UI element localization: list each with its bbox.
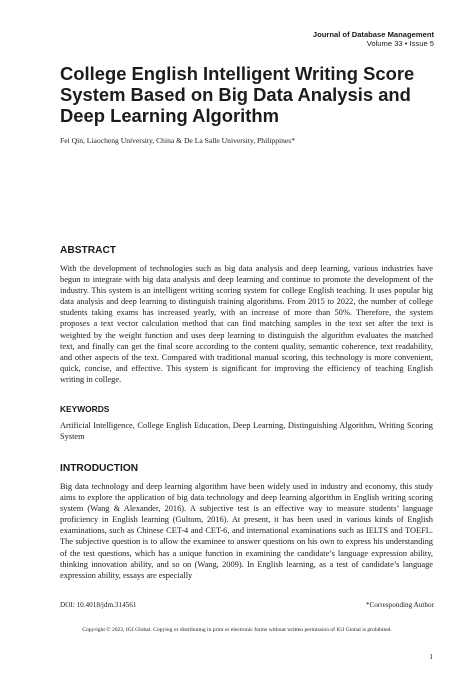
introduction-text: Big data technology and deep learning algorithm have been widely used in industry and economy, this study aims to explore the application of big data technology and deep learning algorithm in English writing scoring system (Wang & Alexander, 2016). A subjective test is an effective way to measure students’ language proficiency in English learning (Gultom, 2016). At present, it has been used in various kinds of English examinations, such as Chinese CET-4 and CET-6, and international examinations such as IELTS and TOEFL. The subjective question is to allow the examinee to answer questions on his own to express his understanding of the test questions, which has a unique function in examining the candidate’s language expression ability, thinking innovation ability, and so on (Wang, 2009). In English learning, as a test of candidate’s language expression ability, essays are especially xyxy=(60,482,433,580)
introduction-heading: INTRODUCTION xyxy=(60,463,139,474)
paper-title: College English Intelligent Writing Score System Based on Big Data Analysis and Deep Learning Algorithm xyxy=(60,63,415,126)
doi: DOI: 10.4018/jdm.314561 xyxy=(60,601,137,609)
page-number: 1 xyxy=(429,652,433,661)
volume-issue: Volume 33 • Issue 5 xyxy=(366,39,434,49)
copyright-notice: Copyright © 2022, IGI Global. Copying or distributing in print or electronic forms without written permission of IGI Global is prohibited. xyxy=(82,627,392,633)
journal-header xyxy=(313,30,434,49)
corresponding-author-note: *Corresponding Author xyxy=(365,601,434,609)
author-affiliations: Fei Qin, Liaocheng University, China & De La Salle University, Philippines* xyxy=(60,136,296,145)
abstract-text: With the development of technologies such as big data analysis and deep learning, various industries have begun to integrate with big data analysis and deep learning and continue to promote the development of the industry. This system is an intelligent writing scoring system for college English teaching. It uses popular big data analysis and deep learning to distinguish training algorithms. From 2015 to 2022, the number of college students taking exams has increased yearly, with an increase of more than 50%. Therefore, the system proposes a text vector calculation method that can find matching samples in the text set after the text is weighted by the weight function and uses deep learning to distinguish the algorithm evaluates the matched text, and finally can get the final score according to the content quality, semantic coherence, text readability, and other aspects of the text. Compared with traditional manual scoring, this technology is more convenient, quick, concise, and effective. This system is significant for improving the efficiency of teaching English writing in college. xyxy=(60,264,433,384)
abstract-heading: ABSTRACT xyxy=(60,245,117,256)
keywords-heading: KEYWORDS xyxy=(60,404,110,414)
keywords-text: Artificial Intelligence, College English Education, Deep Learning, Distinguishing Algorithm, Writing Scoring System xyxy=(60,421,433,442)
journal-name: Journal of Database Management xyxy=(312,30,434,39)
